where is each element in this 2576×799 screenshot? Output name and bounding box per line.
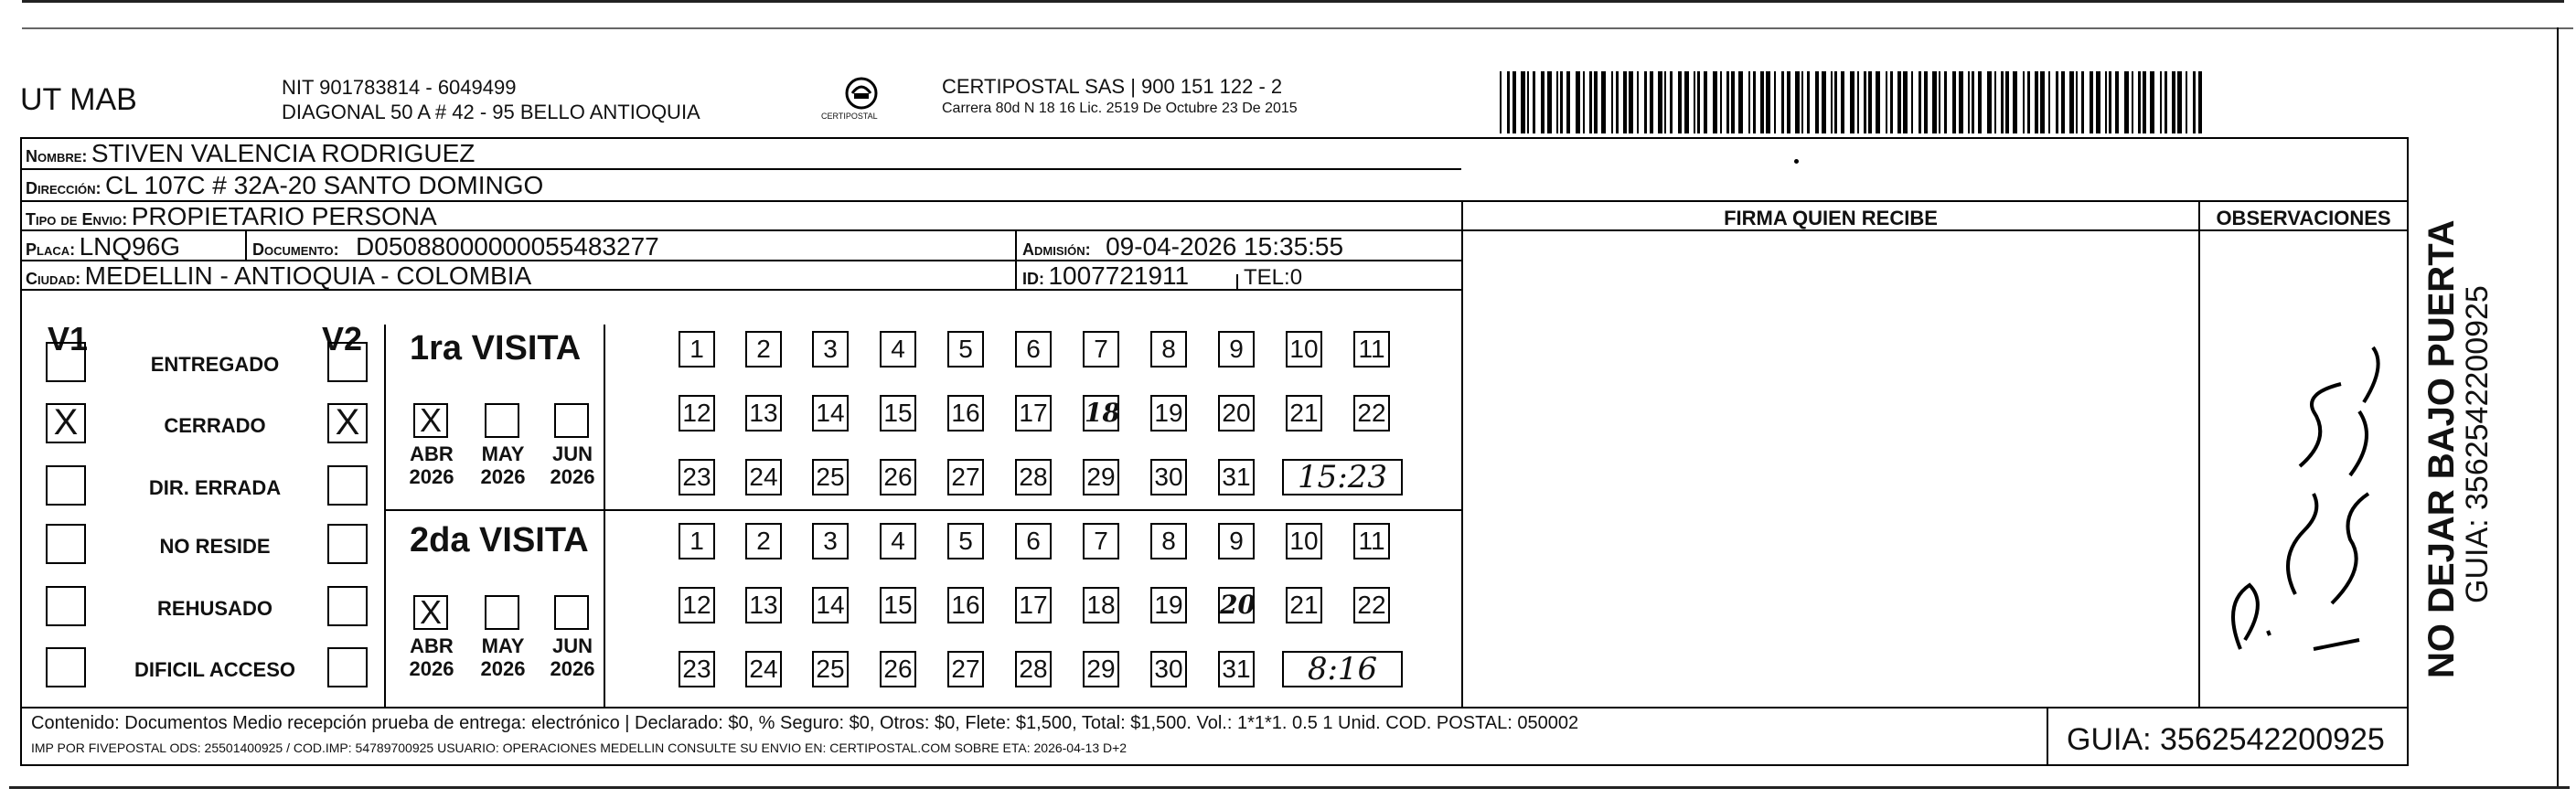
day-box[interactable]: 30 bbox=[1150, 459, 1187, 495]
footer-content: Contenido: Documentos Medio recepción prueba de entrega: electrónico | Declarado: $0, % Seguro: $0, Otros: $0, Flete: $1,500, Total: $1,500. Vol.: 1*1*1. 0.5 1 Unid. COD. POSTAL: 050002 bbox=[31, 713, 1579, 733]
month-name: MAY bbox=[481, 442, 525, 465]
v2-checkbox[interactable] bbox=[327, 647, 368, 687]
barcode-bar bbox=[2035, 71, 2038, 133]
day-box[interactable]: 21 bbox=[1286, 587, 1322, 623]
month-label bbox=[476, 442, 530, 488]
day-box[interactable]: 9 bbox=[1218, 331, 1255, 368]
handwritten-signature bbox=[2213, 329, 2396, 695]
id-label: ID: bbox=[1022, 270, 1044, 288]
barcode-bar bbox=[1589, 71, 1592, 133]
admision-cell bbox=[1022, 232, 1343, 261]
month-year: 2026 bbox=[409, 657, 454, 680]
barcode-bar bbox=[2027, 71, 2030, 133]
barcode-bar bbox=[1834, 71, 1837, 133]
day-box[interactable]: 14 bbox=[812, 587, 849, 623]
barcode-bar bbox=[2081, 71, 2084, 133]
day-box[interactable]: 7 bbox=[1083, 523, 1119, 559]
bottom-edge-line bbox=[9, 786, 2570, 789]
nombre-value: STIVEN VALENCIA RODRIGUEZ bbox=[91, 139, 476, 167]
month-label bbox=[545, 442, 600, 488]
barcode-bar bbox=[1650, 71, 1653, 133]
barcode-bar bbox=[1939, 71, 1940, 133]
top-edge-line bbox=[22, 0, 2564, 3]
day-box[interactable]: 19 bbox=[1150, 587, 1187, 623]
tel-cell bbox=[1244, 265, 1302, 291]
barcode-bar bbox=[2172, 71, 2175, 133]
day-box[interactable]: 8 bbox=[1150, 331, 1187, 368]
barcode-bar bbox=[1876, 71, 1880, 133]
barcode-bar bbox=[1697, 71, 1700, 133]
barcode-bar bbox=[1500, 71, 1502, 133]
barcode-bar bbox=[2186, 71, 2187, 133]
barcode-bar bbox=[1978, 71, 1982, 133]
barcode-bar bbox=[2164, 71, 2167, 133]
tel-value: 0 bbox=[1289, 265, 1303, 290]
barcode-bar bbox=[1527, 71, 1529, 133]
barcode-bar bbox=[1987, 71, 1992, 133]
v2-checkbox[interactable] bbox=[327, 465, 368, 506]
barcode-bar bbox=[1924, 71, 1928, 133]
day-box[interactable]: 22 bbox=[1353, 587, 1390, 623]
barcode-bar bbox=[1629, 71, 1633, 133]
barcode-bar bbox=[2150, 71, 2154, 133]
day-box[interactable]: 30 bbox=[1150, 651, 1187, 687]
day-box[interactable]: 4 bbox=[880, 523, 916, 559]
tel-label: TEL: bbox=[1244, 265, 1290, 290]
day-box[interactable]: 15 bbox=[880, 395, 916, 431]
direccion-value: CL 107C # 32A-20 SANTO DOMINGO bbox=[105, 171, 544, 199]
day-box[interactable]: 26 bbox=[880, 651, 916, 687]
day-box[interactable]: 27 bbox=[947, 651, 984, 687]
month-year: 2026 bbox=[409, 465, 454, 488]
barcode-bar bbox=[2132, 71, 2133, 133]
v1-checkbox[interactable] bbox=[46, 647, 86, 687]
day-box[interactable]: 15 bbox=[880, 587, 916, 623]
month-name: JUN bbox=[551, 442, 593, 465]
barcode-bar bbox=[1704, 71, 1707, 133]
status-label: REHUSADO bbox=[157, 597, 273, 620]
placa-cell bbox=[26, 232, 180, 261]
company-address: DIAGONAL 50 A # 42 - 95 BELLO ANTIOQUIA bbox=[282, 101, 700, 123]
barcode-bar bbox=[1576, 71, 1580, 133]
visit1-title: 1ra VISITA bbox=[410, 329, 582, 368]
day-box[interactable]: 9 bbox=[1218, 523, 1255, 559]
barcode-bar bbox=[1857, 71, 1859, 133]
month-year: 2026 bbox=[480, 465, 526, 488]
barcode-bar bbox=[1694, 71, 1695, 133]
barcode-bar bbox=[1897, 71, 1901, 133]
day-box[interactable]: 5 bbox=[947, 331, 984, 368]
barcode-bar bbox=[1556, 71, 1558, 133]
day-box[interactable]: 10 bbox=[1286, 331, 1322, 368]
barcode-bar bbox=[2109, 71, 2111, 133]
barcode-bar bbox=[1903, 71, 1908, 133]
v2-checkbox[interactable] bbox=[327, 342, 368, 382]
barcode-bar bbox=[2005, 71, 2009, 133]
barcode-bar bbox=[2069, 71, 2074, 133]
barcode-bar bbox=[2056, 71, 2058, 133]
barcode-bar bbox=[1726, 71, 1729, 133]
footer-meta: IMP POR FIVEPOSTAL ODS: 25501400925 / COD.IMP: 54789700925 USUARIO: OPERACIONES MEDELLIN CONSULTE SU ENVIO EN: CERTIPOSTAL.COM SOBRE ETA: 2026-04-13 D+2 bbox=[31, 740, 1128, 755]
visit2-title: 2da VISITA bbox=[410, 521, 589, 559]
barcode-bar bbox=[2177, 71, 2182, 133]
day-box[interactable]: 8 bbox=[1150, 523, 1187, 559]
barcode-bar bbox=[1868, 71, 1872, 133]
month-label bbox=[404, 634, 459, 680]
company-info bbox=[282, 75, 700, 124]
barcode-bar bbox=[1815, 71, 1819, 133]
barcode-bar bbox=[1512, 71, 1516, 133]
ciudad-label: Ciudad: bbox=[26, 270, 81, 288]
day-box[interactable]: 16 bbox=[947, 587, 984, 623]
documento-label: Documento: bbox=[252, 240, 339, 259]
day-box[interactable]: 19 bbox=[1150, 395, 1187, 431]
v1-checkbox[interactable] bbox=[46, 465, 86, 506]
side-guia: GUIA: 3562542200925 bbox=[2460, 285, 2495, 603]
barcode-bar bbox=[2090, 71, 2093, 133]
barcode-bar bbox=[2061, 71, 2065, 133]
month-label bbox=[545, 634, 600, 680]
month-checkbox[interactable] bbox=[485, 403, 519, 438]
visit-time[interactable]: 15:23 bbox=[1282, 459, 1403, 495]
day-box[interactable]: 23 bbox=[679, 651, 715, 687]
month-year: 2026 bbox=[550, 657, 595, 680]
status-label: DIFICIL ACCESO bbox=[134, 658, 295, 681]
barcode-bar bbox=[2040, 71, 2045, 133]
barcode-bar bbox=[1994, 71, 1996, 133]
barcode-bar bbox=[1658, 71, 1662, 133]
company-name: UT MAB bbox=[20, 82, 137, 117]
admision-label: Admisión: bbox=[1022, 240, 1091, 259]
barcode-bar bbox=[1753, 71, 1756, 133]
month-label bbox=[476, 634, 530, 680]
day-box[interactable]: 5 bbox=[947, 523, 984, 559]
company-nit: NIT 901783814 - 6049499 bbox=[282, 76, 517, 99]
barcode-bar bbox=[1972, 71, 1974, 133]
ciudad-value: MEDELLIN - ANTIOQUIA - COLOMBIA bbox=[84, 261, 532, 290]
day-box[interactable]: 12 bbox=[679, 587, 715, 623]
barcode-bar bbox=[1713, 71, 1717, 133]
day-box[interactable]: 4 bbox=[880, 331, 916, 368]
day-box[interactable]: 31 bbox=[1218, 459, 1255, 495]
barcode-bar bbox=[1795, 71, 1800, 133]
barcode-bar bbox=[1760, 71, 1764, 133]
day-box[interactable]: 2 bbox=[745, 331, 782, 368]
barcode-bar bbox=[2096, 71, 2100, 133]
barcode-bar bbox=[1850, 71, 1855, 133]
day-box[interactable]: 13 bbox=[745, 395, 782, 431]
day-box[interactable]: 14 bbox=[812, 395, 849, 431]
observaciones-header: OBSERVACIONES bbox=[2216, 207, 2391, 229]
barcode-bar bbox=[1547, 71, 1552, 133]
barcode-bar bbox=[2048, 71, 2050, 133]
day-box[interactable]: 7 bbox=[1083, 331, 1119, 368]
barcode-bar bbox=[2124, 71, 2129, 133]
barcode-bar bbox=[1911, 71, 1913, 133]
day-box[interactable]: 31 bbox=[1218, 651, 1255, 687]
month-checkbox[interactable] bbox=[554, 595, 589, 630]
placa-label: Placa: bbox=[26, 240, 76, 259]
barcode-bar bbox=[1623, 71, 1627, 133]
barcode-bar bbox=[1968, 71, 1970, 133]
barcode-bar bbox=[2115, 71, 2119, 133]
barcode-bar bbox=[1611, 71, 1613, 133]
day-box[interactable]: 3 bbox=[812, 331, 849, 368]
barcode-bar bbox=[2013, 71, 2017, 133]
day-box[interactable]: 28 bbox=[1015, 459, 1052, 495]
day-box[interactable]: 3 bbox=[812, 523, 849, 559]
month-name: JUN bbox=[551, 634, 593, 657]
placa-value: LNQ96G bbox=[79, 232, 181, 261]
barcode-bar bbox=[2105, 71, 2107, 133]
barcode-bar bbox=[2193, 71, 2196, 133]
barcode-bar bbox=[2198, 71, 2202, 133]
barcode-bar bbox=[1766, 71, 1770, 133]
barcode-bar bbox=[2160, 71, 2162, 133]
month-checkbox[interactable] bbox=[485, 595, 519, 630]
documento-value: D05088000000055483277 bbox=[356, 232, 659, 261]
barcode-bar bbox=[1670, 71, 1673, 133]
day-box[interactable]: 13 bbox=[745, 587, 782, 623]
barcode-bar bbox=[1952, 71, 1956, 133]
barcode-bar bbox=[1684, 71, 1689, 133]
day-box[interactable]: 27 bbox=[947, 459, 984, 495]
nombre-label: Nombre: bbox=[26, 147, 88, 165]
month-checkbox[interactable]: X bbox=[413, 403, 448, 438]
firma-header: FIRMA QUIEN RECIBE bbox=[1724, 207, 1938, 229]
status-label: CERRADO bbox=[164, 414, 266, 437]
month-checkbox[interactable] bbox=[554, 403, 589, 438]
day-box[interactable]: 10 bbox=[1286, 523, 1322, 559]
barcode-bar bbox=[1890, 71, 1893, 133]
ciudad-cell bbox=[26, 261, 531, 291]
barcode-bar bbox=[2076, 71, 2078, 133]
carrier-address: Carrera 80d N 18 16 Lic. 2519 De Octubre 23 De 2015 bbox=[942, 101, 1298, 116]
v1-checkbox[interactable] bbox=[46, 524, 86, 564]
day-box[interactable]: 1 bbox=[679, 331, 715, 368]
barcode-bar bbox=[2023, 71, 2025, 133]
barcode-bar bbox=[1831, 71, 1833, 133]
day-box[interactable]: 29 bbox=[1083, 651, 1119, 687]
month-name: ABR bbox=[410, 634, 454, 657]
barcode-bar bbox=[1731, 71, 1735, 133]
barcode-bar bbox=[1807, 71, 1810, 133]
month-name: MAY bbox=[481, 634, 525, 657]
barcode-bar bbox=[1841, 71, 1844, 133]
barcode-bar bbox=[1594, 71, 1598, 133]
barcode-bar bbox=[1583, 71, 1585, 133]
barcode-bar bbox=[1886, 71, 1887, 133]
admision-value: 09-04-2026 15:35:55 bbox=[1106, 232, 1344, 261]
barcode-bar bbox=[1801, 71, 1803, 133]
nombre-row bbox=[26, 139, 475, 168]
barcode-bar bbox=[1959, 71, 1963, 133]
day-box[interactable]: 23 bbox=[679, 459, 715, 495]
barcode-bar bbox=[1566, 71, 1570, 133]
barcode-bar bbox=[1822, 71, 1826, 133]
month-year: 2026 bbox=[550, 465, 595, 488]
month-label bbox=[404, 442, 459, 488]
barcode-bar bbox=[1919, 71, 1921, 133]
barcode-bar bbox=[1774, 71, 1776, 133]
barcode-bar bbox=[2001, 71, 2004, 133]
visit-time[interactable]: 8:16 bbox=[1282, 651, 1403, 687]
day-box[interactable]: 22 bbox=[1353, 395, 1390, 431]
barcode-bar bbox=[1664, 71, 1666, 133]
carrier-name: CERTIPOSTAL SAS | 900 151 122 - 2 bbox=[942, 75, 1283, 98]
id-cell bbox=[1022, 261, 1189, 291]
day-box[interactable]: 17 bbox=[1015, 395, 1052, 431]
barcode-bar bbox=[1560, 71, 1563, 133]
v1-checkbox[interactable] bbox=[46, 586, 86, 626]
barcode-bar bbox=[1944, 71, 1947, 133]
v2-header: V2 bbox=[322, 320, 363, 357]
day-box[interactable]: 6 bbox=[1015, 523, 1052, 559]
day-box[interactable]: 17 bbox=[1015, 587, 1052, 623]
barcode-bar bbox=[1932, 71, 1937, 133]
barcode-bar bbox=[1601, 71, 1606, 133]
barcode-bar bbox=[2143, 71, 2146, 133]
tipo-row bbox=[26, 202, 437, 231]
day-box[interactable]: 25 bbox=[812, 459, 849, 495]
tipo-value: PROPIETARIO PERSONA bbox=[131, 202, 437, 230]
barcode-bar bbox=[1644, 71, 1647, 133]
barcode-bar bbox=[1637, 71, 1639, 133]
day-box[interactable]: 20 bbox=[1218, 395, 1255, 431]
day-box-marked[interactable]: 20 bbox=[1218, 587, 1255, 623]
day-box[interactable]: 25 bbox=[812, 651, 849, 687]
day-box[interactable]: 16 bbox=[947, 395, 984, 431]
v1-checkbox[interactable] bbox=[46, 342, 86, 382]
day-box[interactable]: 29 bbox=[1083, 459, 1119, 495]
barcode-bar bbox=[1787, 71, 1790, 133]
v2-checkbox[interactable]: X bbox=[327, 403, 368, 443]
barcode bbox=[1500, 71, 2213, 133]
day-box[interactable]: 24 bbox=[745, 459, 782, 495]
top-cut-line bbox=[22, 27, 2573, 29]
month-checkbox[interactable]: X bbox=[413, 595, 448, 630]
footer-guia: GUIA: 3562542200925 bbox=[2067, 722, 2385, 757]
barcode-bar bbox=[1781, 71, 1784, 133]
month-name: ABR bbox=[410, 442, 454, 465]
barcode-bar bbox=[1720, 71, 1722, 133]
barcode-bar bbox=[1521, 71, 1525, 133]
barcode-bar bbox=[1748, 71, 1750, 133]
barcode-bar bbox=[2138, 71, 2141, 133]
barcode-bar bbox=[1507, 71, 1510, 133]
status-label: ENTREGADO bbox=[150, 353, 280, 376]
day-box-marked[interactable]: 18 bbox=[1083, 395, 1119, 431]
v2-checkbox[interactable] bbox=[327, 586, 368, 626]
status-label: DIR. ERRADA bbox=[148, 476, 282, 499]
dot-mark bbox=[1794, 159, 1799, 164]
direccion-label: Dirección: bbox=[26, 179, 102, 197]
no-dejar-bajo-puerta: NO DEJAR BAJO PUERTA bbox=[2421, 219, 2462, 678]
logo-text: CERTIPOSTAL bbox=[821, 112, 878, 121]
day-box[interactable]: 11 bbox=[1353, 331, 1390, 368]
day-box[interactable]: 11 bbox=[1353, 523, 1390, 559]
barcode-bar bbox=[1678, 71, 1682, 133]
day-box[interactable]: 18 bbox=[1083, 587, 1119, 623]
day-box[interactable]: 24 bbox=[745, 651, 782, 687]
direccion-row bbox=[26, 171, 543, 200]
tipo-label: Tipo de Envio: bbox=[26, 210, 128, 229]
v1-header: V1 bbox=[48, 320, 89, 357]
day-box[interactable]: 28 bbox=[1015, 651, 1052, 687]
day-box[interactable]: 2 bbox=[745, 523, 782, 559]
barcode-bar bbox=[1533, 71, 1535, 133]
barcode-bar bbox=[1541, 71, 1545, 133]
day-box[interactable]: 12 bbox=[679, 395, 715, 431]
day-box[interactable]: 6 bbox=[1015, 331, 1052, 368]
day-box[interactable]: 26 bbox=[880, 459, 916, 495]
documento-cell bbox=[252, 232, 659, 261]
barcode-bar bbox=[1864, 71, 1866, 133]
barcode-bar bbox=[1616, 71, 1619, 133]
day-box[interactable]: 21 bbox=[1286, 395, 1322, 431]
day-box[interactable]: 1 bbox=[679, 523, 715, 559]
month-year: 2026 bbox=[480, 657, 526, 680]
v1-checkbox[interactable]: X bbox=[46, 403, 86, 443]
id-value: 1007721911 bbox=[1048, 261, 1190, 290]
status-label: NO RESIDE bbox=[159, 535, 271, 558]
barcode-bar bbox=[1738, 71, 1743, 133]
v2-checkbox[interactable] bbox=[327, 524, 368, 564]
